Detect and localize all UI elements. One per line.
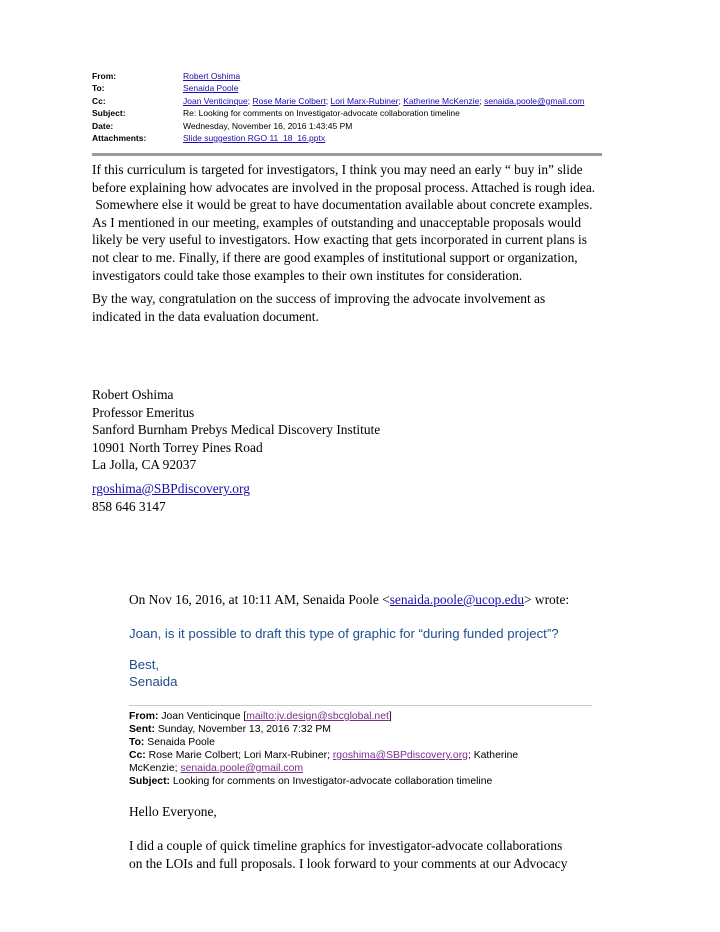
quote-intro-text: On Nov 16, 2016, at 10:11 AM, Senaida Poole < bbox=[129, 592, 390, 607]
cc-separator: ; bbox=[247, 95, 251, 106]
forward-body-line: on the LOIs and full proposals. I look forward to your comments at our Advocacy bbox=[129, 856, 568, 871]
date-value: Wednesday, November 16, 2016 1:43:45 PM bbox=[183, 120, 353, 131]
body-line: indicated in the data evaluation document. bbox=[92, 308, 319, 324]
forward-sent-value: Sunday, November 13, 2016 7:32 PM bbox=[154, 724, 331, 735]
header-date-row bbox=[92, 120, 602, 132]
header-divider bbox=[92, 153, 602, 156]
cc-separator: ; bbox=[398, 95, 401, 106]
forward-mailto-link[interactable]: mailto:jv.design@sbcglobal.net bbox=[246, 711, 389, 722]
forward-cc-row-cont bbox=[129, 762, 599, 775]
quote-line-question: Joan, is it possible to draft this type of graphic for “during funded project”? bbox=[129, 626, 559, 641]
quote-intro bbox=[129, 592, 569, 608]
to-link[interactable]: Senaida Poole bbox=[183, 83, 239, 94]
body-line: not clear to me. Finally, if there are good examples of institutional support or organization, bbox=[92, 249, 578, 265]
cc-link-marx-rubiner[interactable]: Lori Marx-Rubiner bbox=[330, 95, 399, 106]
to-label: To: bbox=[92, 83, 105, 94]
signature-contact bbox=[92, 480, 632, 515]
forward-header bbox=[129, 710, 599, 788]
subject-value: Re: Looking for comments on Investigator-advocate collaboration timeline bbox=[183, 108, 460, 119]
signature-title: Professor Emeritus bbox=[92, 404, 195, 420]
forward-cc-row bbox=[129, 749, 599, 762]
body-line: By the way, congratulation on the success of improving the advocate involvement as bbox=[92, 291, 546, 306]
forward-from-name: Joan Venticinque [ bbox=[158, 711, 247, 722]
cc-list bbox=[183, 95, 584, 107]
cc-label: Cc: bbox=[92, 95, 106, 106]
body-line: If this curriculum is targeted for investigators, I think you may need an early “ buy in” slide bbox=[92, 162, 583, 177]
header-attachments-row bbox=[92, 132, 602, 144]
signature-phone: 858 646 3147 bbox=[92, 498, 166, 514]
header-subject-row bbox=[92, 107, 602, 119]
signature-city: La Jolla, CA 92037 bbox=[92, 457, 197, 473]
forward-cc-label: Cc: bbox=[129, 750, 146, 761]
forward-greeting: Hello Everyone, bbox=[129, 804, 217, 819]
header-cc-row bbox=[92, 95, 602, 107]
forward-subject-value: Looking for comments on Investigator-advocate collaboration timeline bbox=[170, 776, 493, 787]
quote-intro-email-link[interactable]: senaida.poole@ucop.edu bbox=[389, 592, 525, 607]
forward-cc-text: ; Katherine bbox=[467, 750, 519, 761]
signature-block bbox=[92, 386, 632, 474]
subject-label: Subject: bbox=[92, 108, 126, 119]
forward-to-label: To: bbox=[129, 737, 145, 748]
attachments-label: Attachments: bbox=[92, 132, 147, 143]
forward-to-value: Senaida Poole bbox=[144, 737, 215, 748]
forward-body-line: I did a couple of quick timeline graphics for investigator-advocate collaborations bbox=[129, 838, 563, 853]
cc-link-colbert[interactable]: Rose Marie Colbert bbox=[252, 95, 326, 106]
quote-divider bbox=[129, 705, 592, 706]
forward-cc-text: Rose Marie Colbert; Lori Marx-Rubiner; bbox=[145, 750, 333, 761]
cc-separator: ; bbox=[325, 95, 329, 106]
forward-sent-label: Sent: bbox=[129, 724, 155, 735]
cc-link-venticinque[interactable]: Joan Venticinque bbox=[183, 95, 248, 106]
cc-link-mckenzie[interactable]: Katherine McKenzie bbox=[403, 95, 480, 106]
forward-cc-text: McKenzie; bbox=[129, 763, 181, 774]
forward-sent-row bbox=[129, 723, 599, 736]
quote-line-best: Best, bbox=[129, 657, 160, 672]
forward-from-label: From: bbox=[129, 711, 159, 722]
body-paragraph-2 bbox=[92, 290, 632, 325]
body-line: investigators could take those examples to their own institutes for consideration. bbox=[92, 267, 523, 283]
body-line: As I mentioned in our meeting, examples of outstanding and unacceptable proposals would bbox=[92, 214, 582, 230]
signature-institute: Sanford Burnham Prebys Medical Discovery Institute bbox=[92, 422, 381, 438]
body-line: Somewhere else it would be great to have documentation available about concrete examples. bbox=[92, 197, 593, 213]
quote-line-name: Senaida bbox=[129, 674, 178, 689]
date-label: Date: bbox=[92, 120, 114, 131]
body-line: likely be very useful to investigators. How exacting that gets incorporated in current plans is bbox=[92, 232, 587, 248]
forward-subject-row bbox=[129, 775, 599, 788]
forward-cc-link-oshima[interactable]: rgoshima@SBPdiscovery.org bbox=[332, 750, 468, 761]
cc-separator: ; bbox=[479, 95, 482, 106]
signature-name: Robert Oshima bbox=[92, 387, 174, 402]
email-header bbox=[92, 70, 602, 144]
quote-intro-suffix: > wrote: bbox=[524, 592, 570, 607]
signature-email-link[interactable]: rgoshima@SBPdiscovery.org bbox=[92, 481, 250, 496]
header-from-row bbox=[92, 70, 602, 82]
body-paragraph-1 bbox=[92, 161, 632, 284]
attachment-link[interactable]: Slide suggestion RGO 11_18_16.pptx bbox=[183, 132, 326, 143]
signature-street: 10901 North Torrey Pines Road bbox=[92, 439, 263, 455]
from-label: From: bbox=[92, 71, 117, 81]
from-link[interactable]: Robert Oshima bbox=[183, 71, 241, 81]
forward-cc-link-poole-gmail[interactable]: senaida.poole@gmail.com bbox=[180, 763, 304, 774]
forward-from-row bbox=[129, 710, 599, 723]
forward-subject-label: Subject: bbox=[129, 776, 170, 787]
body-line: before explaining how advocates are involved in the proposal process. Attached is rough idea. bbox=[92, 179, 596, 195]
forward-from-close: ] bbox=[388, 711, 392, 722]
header-to-row bbox=[92, 82, 602, 94]
cc-link-poole-gmail[interactable]: senaida.poole@gmail.com bbox=[484, 95, 585, 106]
forward-to-row bbox=[129, 736, 599, 749]
